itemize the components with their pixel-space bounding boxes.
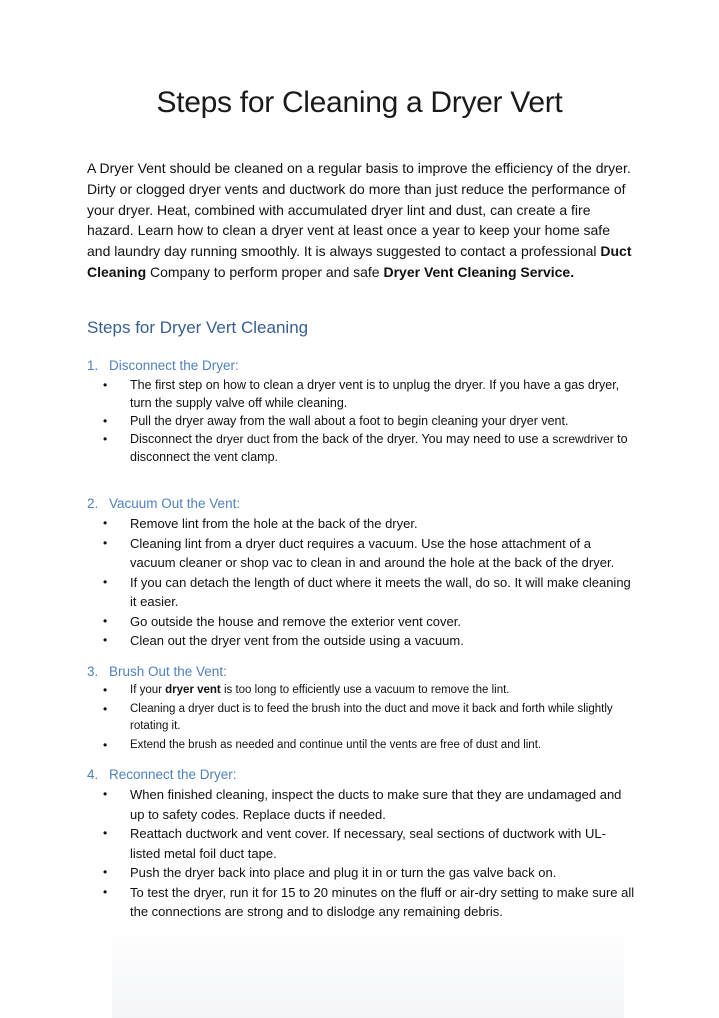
bullet-icon: • bbox=[103, 378, 108, 392]
list-item-text-mid: from the back of the dryer. You may need to use a bbox=[269, 432, 553, 446]
list-item-text: Go outside the house and remove the exterior vent cover. bbox=[130, 613, 461, 629]
step-heading bbox=[87, 662, 635, 682]
bullet-icon: • bbox=[103, 826, 108, 840]
list-item-text: To test the dryer, run it for 15 to 20 minutes on the fluff or air-dry setting to make sure all the connections are strong and to dislodge any remaining debris. bbox=[130, 884, 635, 919]
bullet-icon: • bbox=[103, 516, 108, 530]
list-item bbox=[87, 412, 635, 430]
list-item bbox=[87, 785, 635, 824]
list-item bbox=[87, 573, 635, 612]
list-item bbox=[87, 376, 635, 412]
bullet-icon: • bbox=[103, 535, 108, 550]
list-item-text: Extend the brush as needed and continue until the vents are free of dust and lint. bbox=[130, 738, 542, 751]
bullet-icon: • bbox=[103, 884, 108, 899]
list-item bbox=[87, 701, 635, 736]
list-item bbox=[87, 514, 635, 534]
list-item-text-post: is too long to efficiently use a vacuum to remove the lint. bbox=[220, 684, 510, 696]
intro-paragraph bbox=[87, 158, 632, 283]
list-item-text: Reattach ductwork and vent cover. If necessary, seal sections of ductwork with UL-listed metal foil duct tape. bbox=[130, 826, 606, 861]
list-item-text: Pull the dryer away from the wall about a foot to begin cleaning your dryer vent. bbox=[130, 414, 569, 428]
dryer-duct-term: dryer duct bbox=[216, 432, 270, 446]
list-item bbox=[87, 534, 635, 573]
bullet-icon: • bbox=[103, 701, 108, 716]
bullet-icon: • bbox=[103, 737, 108, 752]
list-item bbox=[87, 863, 635, 883]
list-item-text: Cleaning lint from a dryer duct requires a vacuum. Use the hose attachment of a vacuum cleaner or shop vac to clean in and around the hole at the back of the dryer. bbox=[130, 535, 615, 570]
bullet-icon: • bbox=[103, 414, 108, 428]
bottom-shading bbox=[112, 925, 624, 1018]
step-number: 1. bbox=[87, 358, 99, 373]
step-heading bbox=[87, 765, 635, 785]
screwdriver-term: screwdriver bbox=[552, 432, 614, 446]
intro-text-1: A Dryer Vent should be cleaned on a regular basis to improve the efficiency of the dryer. Dirty or clogged dryer vents and ductwork do more than just reduce the performance of your dryer. Heat, combined with accumulated dryer lint and dust, can create a fire hazard. Learn how to clean a dryer vent at least once a year to keep your home safe and laundry day running smoothly. It is always suggested to contact a professional bbox=[87, 160, 631, 260]
bullet-icon: • bbox=[103, 787, 108, 801]
step-title: Vacuum Out the Vent: bbox=[109, 496, 241, 511]
step-4 bbox=[87, 765, 635, 922]
step-title: Brush Out the Vent: bbox=[109, 664, 227, 679]
list-item bbox=[87, 631, 635, 651]
duct-cleaning-link-text: Duct Cleaning bbox=[87, 243, 632, 280]
list-item bbox=[87, 430, 635, 466]
list-item-text-pre: If your bbox=[130, 684, 166, 696]
step-heading bbox=[87, 356, 635, 376]
step-title: Disconnect the Dryer: bbox=[109, 358, 239, 373]
step-2 bbox=[87, 494, 635, 651]
list-item bbox=[87, 682, 635, 700]
list-item bbox=[87, 612, 635, 632]
bullet-icon: • bbox=[103, 613, 108, 628]
list-item-text: The first step on how to clean a dryer vent is to unplug the dryer. If you have a gas dryer, turn the supply valve off while cleaning. bbox=[130, 378, 620, 410]
list-item bbox=[87, 883, 635, 922]
intro-text-2: Company to perform proper and safe bbox=[146, 263, 384, 280]
list-item-text: Remove lint from the hole at the back of the dryer. bbox=[130, 516, 418, 531]
list-item-text: When finished cleaning, inspect the ducts to make sure that they are undamaged and up to safety codes. Replace ducts if needed. bbox=[130, 787, 622, 822]
step-3 bbox=[87, 662, 635, 755]
list-item-text: Clean out the dryer vent from the outside using a vacuum. bbox=[130, 633, 464, 648]
bullet-icon: • bbox=[103, 865, 108, 879]
list-item-text: Cleaning a dryer duct is to feed the brush into the duct and move it back and forth while slightly rotating it. bbox=[130, 702, 613, 732]
list-item-text: If you can detach the length of duct where it meets the wall, do so. It will make cleaning it easier. bbox=[130, 574, 631, 609]
step-heading bbox=[87, 494, 635, 514]
bullet-icon: • bbox=[103, 574, 108, 589]
list-item-text-post: to disconnect the vent clamp. bbox=[130, 432, 628, 464]
list-item-text-pre: Disconnect the bbox=[130, 432, 217, 446]
step-1 bbox=[87, 356, 635, 466]
bullet-icon: • bbox=[103, 432, 108, 446]
dryer-vent-service-text: Dryer Vent Cleaning Service. bbox=[383, 263, 575, 280]
list-item-text: Push the dryer back into place and plug it in or turn the gas valve back on. bbox=[130, 865, 557, 880]
step-title: Reconnect the Dryer: bbox=[109, 767, 237, 782]
dryer-vent-term: dryer vent bbox=[165, 684, 221, 696]
bullet-list bbox=[87, 514, 635, 651]
bullet-list bbox=[87, 376, 635, 466]
step-number: 3. bbox=[87, 664, 99, 679]
list-item bbox=[87, 824, 635, 863]
bullet-icon: • bbox=[103, 683, 108, 697]
bullet-list bbox=[87, 785, 635, 922]
page-title: Steps for Cleaning a Dryer Vert bbox=[156, 86, 563, 119]
bullet-list bbox=[87, 682, 635, 754]
section-title: Steps for Dryer Vert Cleaning bbox=[87, 318, 309, 337]
step-number: 4. bbox=[87, 767, 99, 782]
bullet-icon: • bbox=[103, 633, 108, 647]
list-item bbox=[87, 737, 635, 755]
step-number: 2. bbox=[87, 496, 99, 511]
